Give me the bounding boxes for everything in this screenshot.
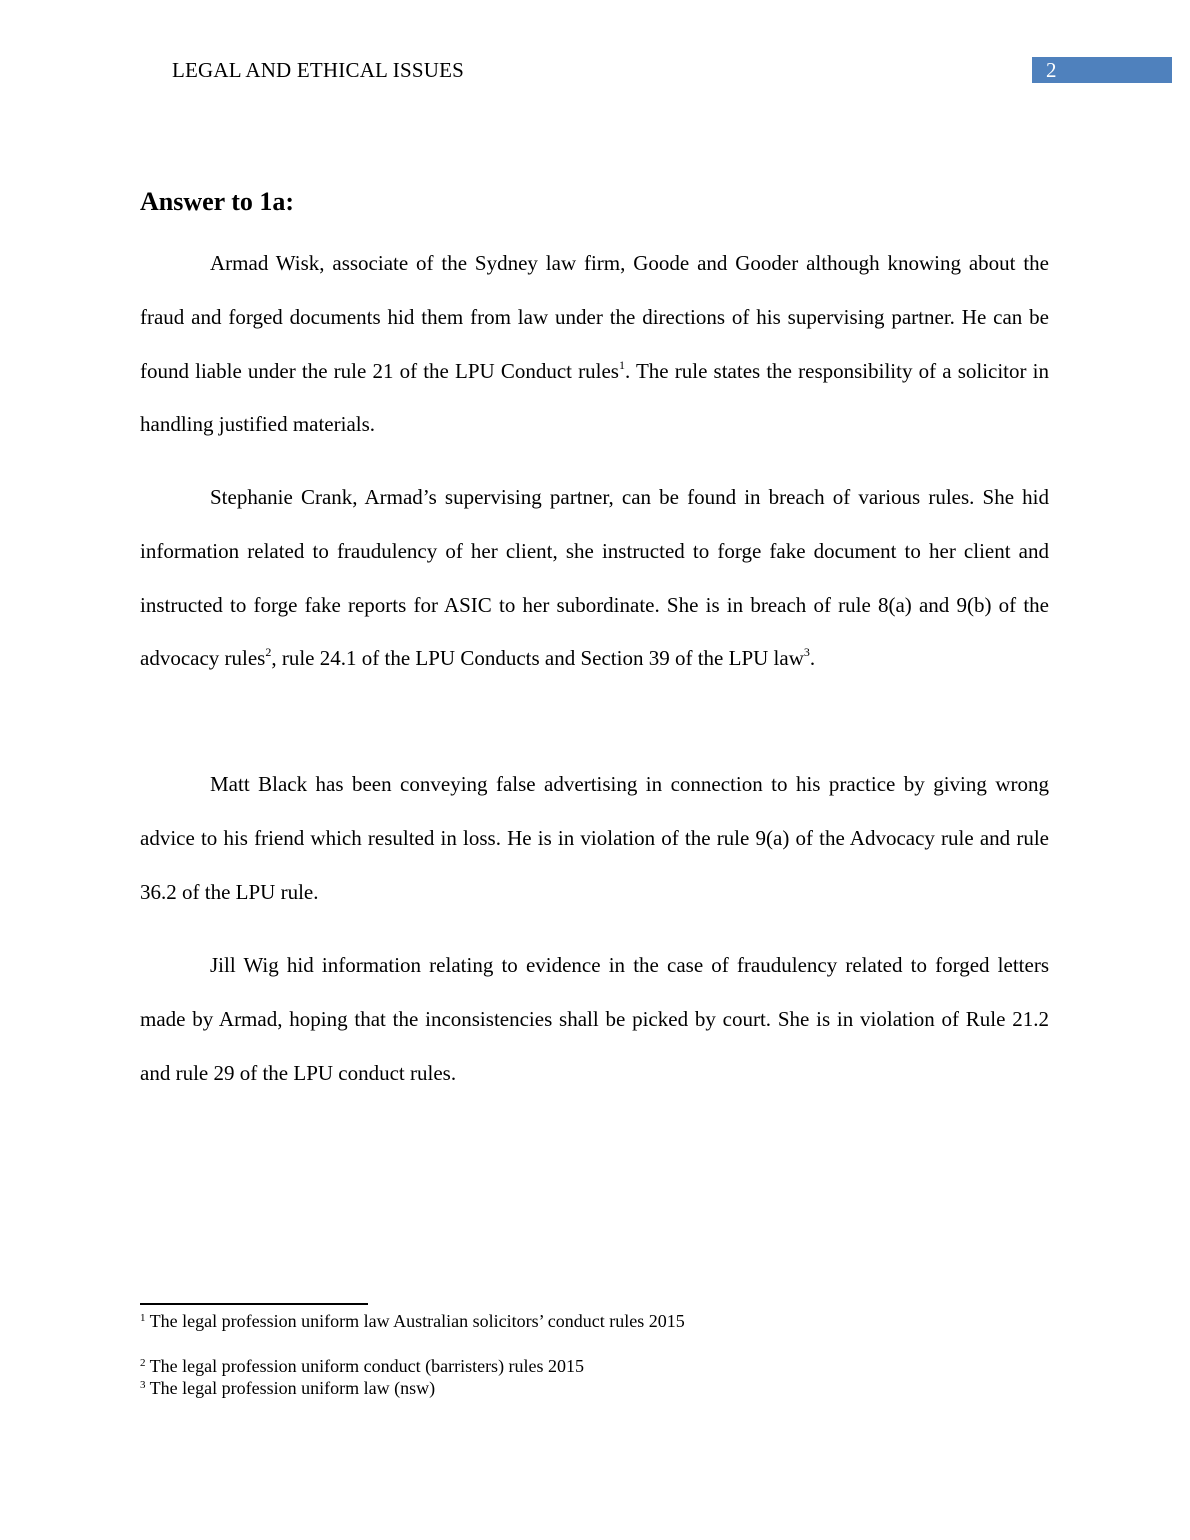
page-number-box (1032, 57, 1172, 83)
paragraph-1: Armad Wisk, associate of the Sydney law firm, Goode and Gooder although knowing about the fraud and forged documents hid them from law under the directions of his supervising partner. He can be found liable under the rule 21 of the LPU Conduct rules$^1$. The rule states the responsibility of a solicitor in handling justified materials. (140, 251, 1049, 437)
footnote-ref-1[interactable]: 1 (618, 357, 625, 372)
footnote-1 (140, 1310, 685, 1332)
footnote-2 (140, 1355, 584, 1377)
section-heading: Answer to 1a: (140, 187, 295, 216)
footnote-text-3: The legal profession uniform law (nsw) (145, 1378, 436, 1398)
paragraph-4: Jill Wig hid information relating to evidence in the case of fraudulency related to forged letters made by Armad, hoping that the inconsistencies shall be picked by court. She is in violation of Rule 21.2 and rule 29 of the LPU conduct rules. (140, 953, 1049, 1085)
paragraph-2: Stephanie Crank, Armad’s supervising partner, can be found in breach of various rules. She hid information related to fraudulency of her client, she instructed to forge fake document to her client and instructed to forge fake reports for ASIC to her subordinate. She is in breach of rule 8(a) and 9(b) of the advocacy rules$^2$, rule 24.1 of the LPU Conducts and Section 39 of the LPU law$^3$. (140, 485, 1049, 671)
running-header-title: LEGAL AND ETHICAL ISSUES (172, 58, 464, 82)
footnote-mark-1: 1 (140, 1312, 146, 1324)
paragraph-3: Matt Black has been conveying false advertising in connection to his practice by giving wrong advice to his friend which resulted in loss. He is in violation of the rule 9(a) of the Advocacy rule and rule 36.2 of the LPU rule. (140, 772, 1049, 904)
footnote-separator (140, 1303, 368, 1305)
footnote-text-1: The legal profession uniform law Australian solicitors’ conduct rules 2015 (145, 1311, 685, 1331)
footnote-ref-2[interactable]: 2 (265, 645, 272, 660)
footnote-3 (140, 1377, 435, 1399)
page-number: 2 (1046, 58, 1057, 82)
footnote-mark-2: 2 (140, 1357, 146, 1369)
footnote-text-2: The legal profession uniform conduct (barristers) rules 2015 (145, 1356, 585, 1376)
footnote-mark-3: 3 (140, 1379, 146, 1391)
footnote-ref-3[interactable]: 3 (803, 645, 810, 660)
